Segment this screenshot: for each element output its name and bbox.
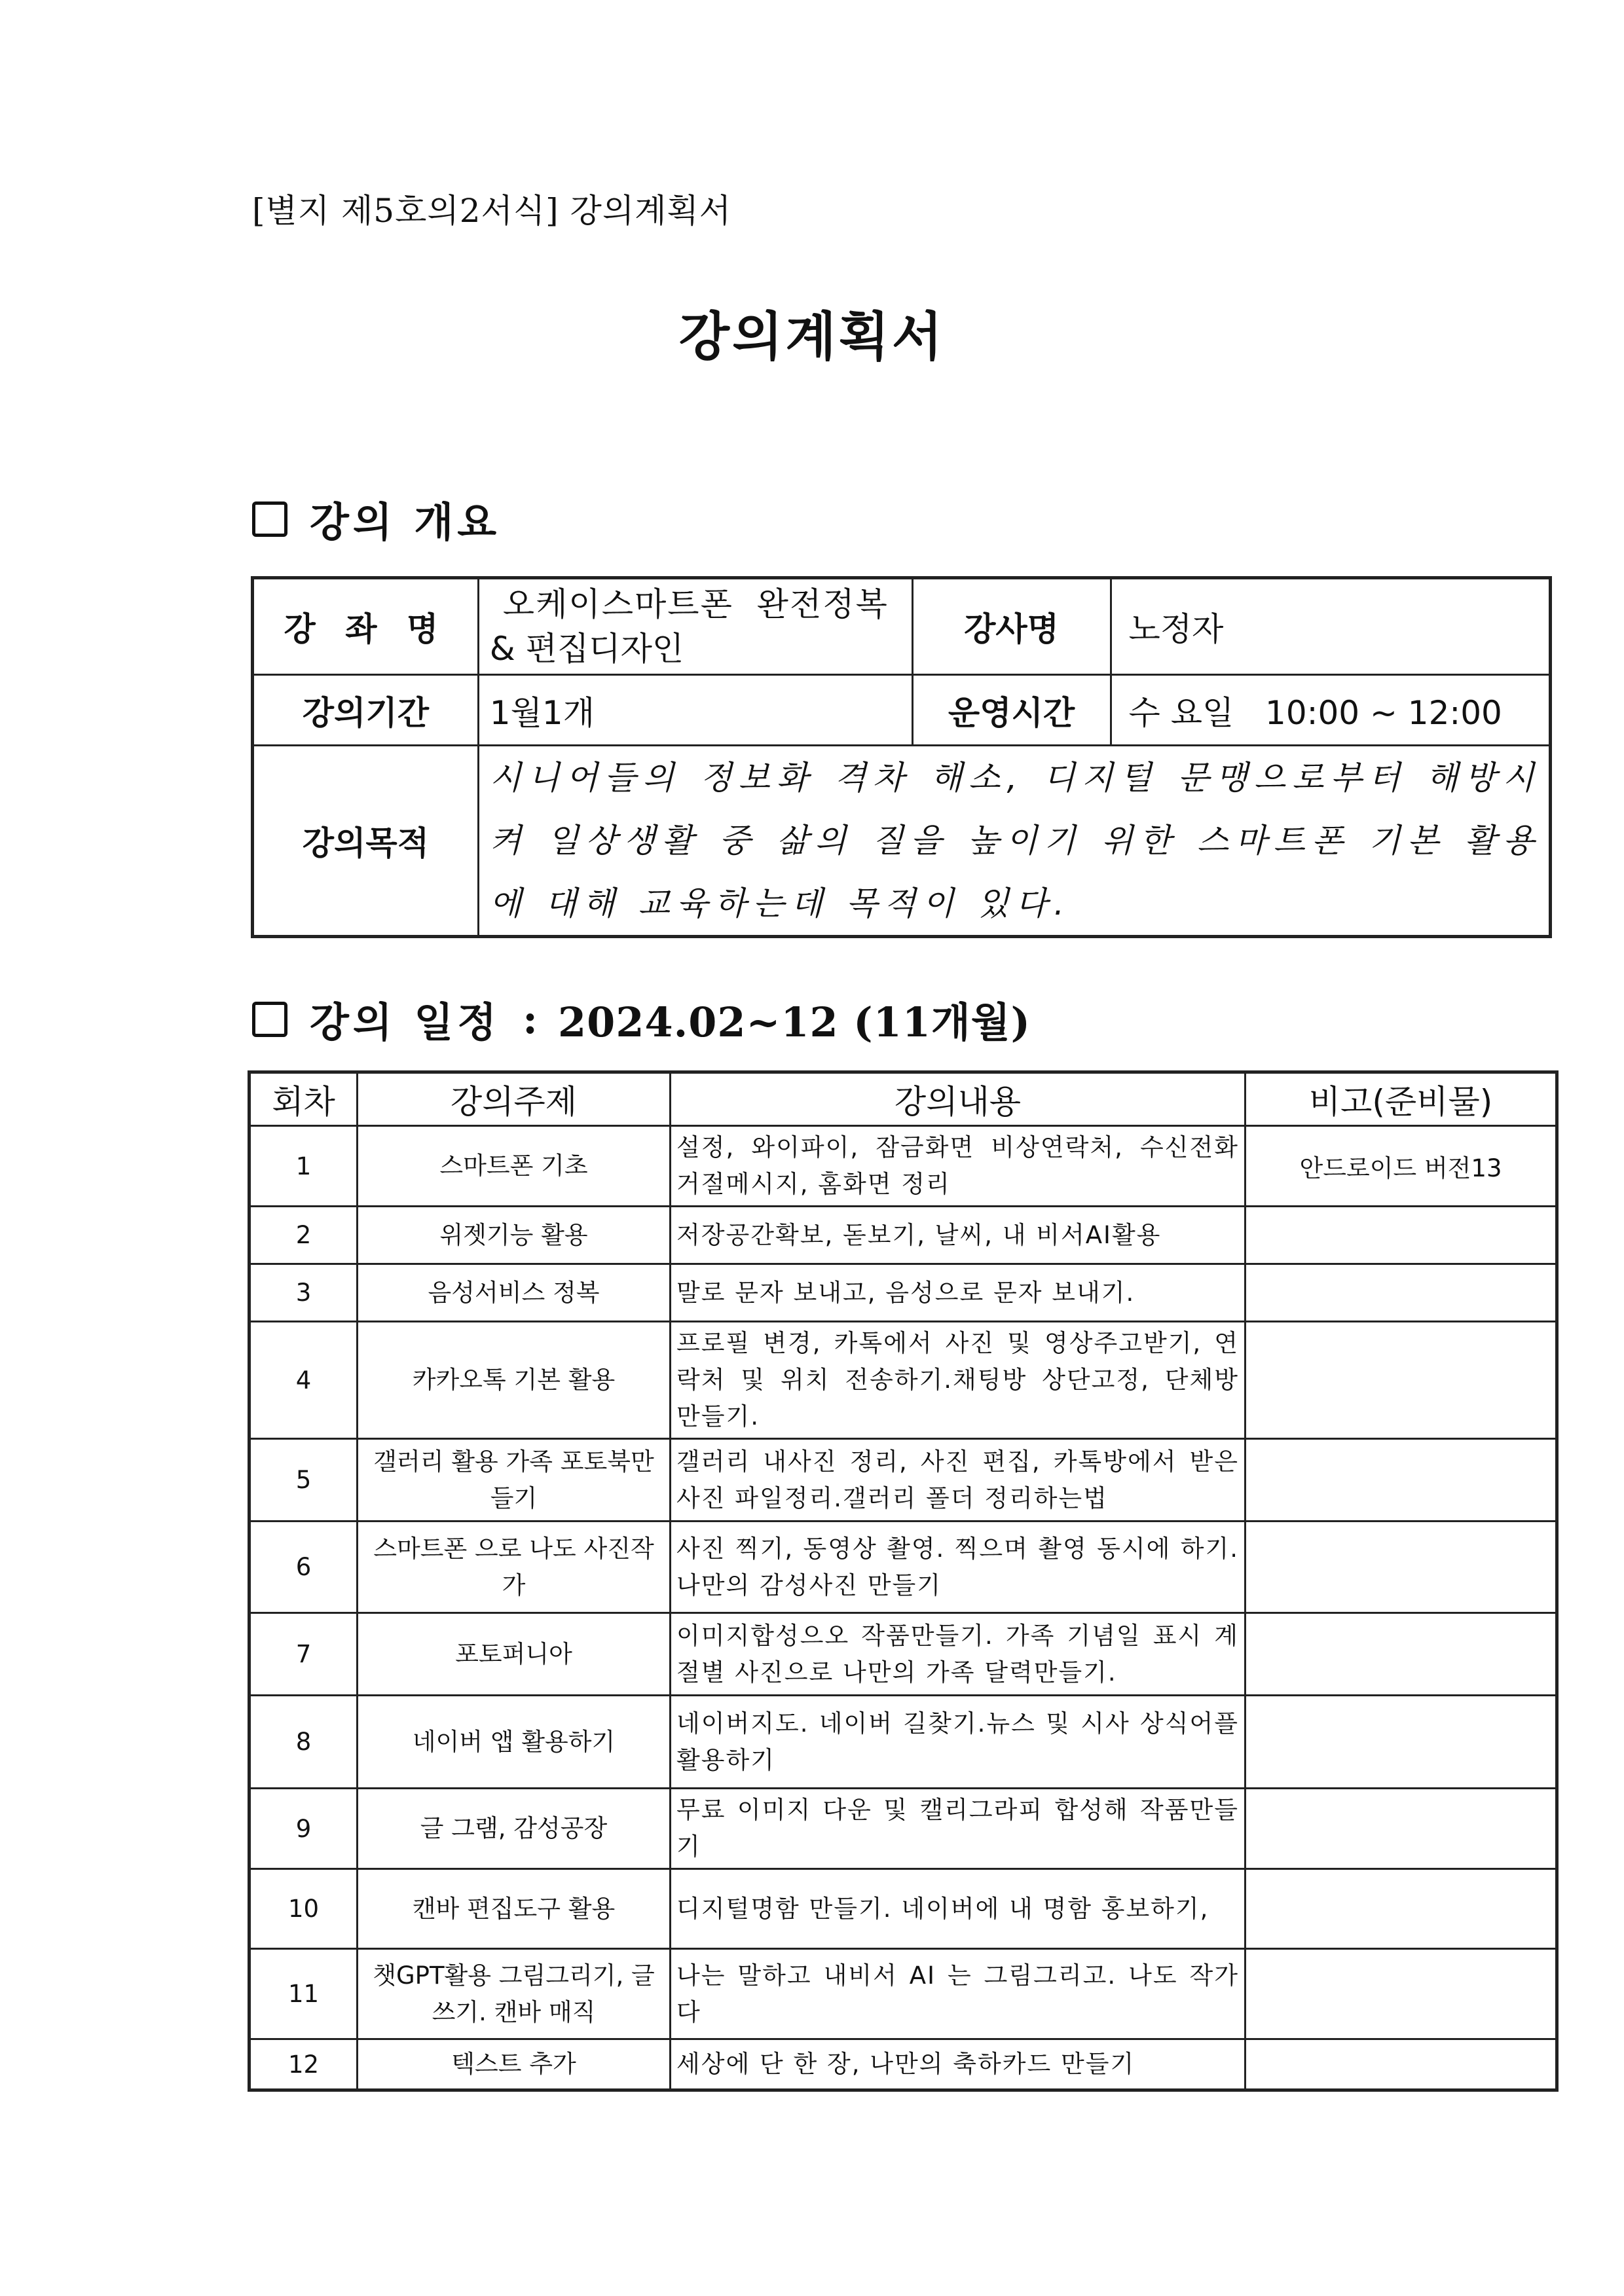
session-content: 저장공간확보, 돋보기, 날씨, 내 비서AI활용: [671, 1207, 1246, 1264]
form-reference: [별지 제5호의2서식] 강의계획서: [252, 192, 732, 230]
session-topic: 스마트폰 으로 나도 사진작가: [358, 1522, 671, 1613]
session-number: 10: [249, 1869, 358, 1949]
session-note: [1246, 1264, 1557, 1322]
session-content: 네이버지도. 네이버 길찾기.뉴스 및 시사 상식어플 활용하기: [671, 1696, 1246, 1789]
session-note: [1246, 1613, 1557, 1696]
table-row: [249, 1613, 1557, 1696]
session-number: 1: [249, 1126, 358, 1207]
session-content: 디지털명함 만들기. 네이버에 내 명함 홍보하기,: [671, 1869, 1246, 1949]
session-note: [1246, 1322, 1557, 1439]
session-topic: 캔바 편집도구 활용: [358, 1869, 671, 1949]
session-topic: 위젯기능 활용: [358, 1207, 671, 1264]
table-row: [249, 1949, 1557, 2039]
table-row: [249, 1522, 1557, 1613]
session-content: 무료 이미지 다운 및 캘리그라피 합성해 작품만들기: [671, 1789, 1246, 1869]
column-header: 강의주제: [358, 1072, 671, 1126]
table-row: [249, 1126, 1557, 1207]
session-note: [1246, 1207, 1557, 1264]
table-row: [249, 1869, 1557, 1949]
session-content: 세상에 단 한 장, 나만의 축하카드 만들기: [671, 2039, 1246, 2090]
session-number: 11: [249, 1949, 358, 2039]
session-note: [1246, 1522, 1557, 1613]
course-name-label: 강 좌 명: [253, 578, 479, 675]
schedule-body: [249, 1072, 1557, 2090]
session-content: 나는 말하고 내비서 AI 는 그림그리고. 나도 작가다: [671, 1949, 1246, 2039]
column-header: 비고(준비물): [1246, 1072, 1557, 1126]
hours-value: 수 요일 10:00 ~ 12:00: [1111, 675, 1550, 746]
course-name-value: [478, 578, 912, 675]
table-row: [249, 1207, 1557, 1264]
session-number: 2: [249, 1207, 358, 1264]
session-content: 말로 문자 보내고, 음성으로 문자 보내기.: [671, 1264, 1246, 1322]
session-topic: 텍스트 추가: [358, 2039, 671, 2090]
session-note: [1246, 2039, 1557, 2090]
session-number: 8: [249, 1696, 358, 1789]
purpose-text: 시니어들의 정보화 격차 해소, 디지털 문맹으로부터 해방시켜 일상생활 중 삶의 질을 높이기 위한 스마트폰 기본 활용에 대해 교육하는데 목적이 있다.: [489, 759, 1541, 922]
session-topic: 네이버 앱 활용하기: [358, 1696, 671, 1789]
session-note: 안드로이드 버전13: [1246, 1126, 1557, 1207]
column-header: 강의내용: [671, 1072, 1246, 1126]
session-number: 5: [249, 1439, 358, 1522]
purpose-value: [478, 746, 1550, 937]
schedule-heading: [252, 990, 1031, 1048]
session-number: 4: [249, 1322, 358, 1439]
checkbox-icon: [252, 1002, 287, 1037]
table-row: [249, 1696, 1557, 1789]
schedule-heading-text: 강의 일정: [310, 998, 501, 1046]
column-header: 회차: [249, 1072, 358, 1126]
hours-label: 운영시간: [912, 675, 1111, 746]
table-row: [249, 1264, 1557, 1322]
schedule-table: [248, 1070, 1559, 2092]
session-number: 7: [249, 1613, 358, 1696]
session-content: 이미지합성으오 작품만들기. 가족 기념일 표시 계절별 사진으로 나만의 가족 달력만들기.: [671, 1613, 1246, 1696]
session-note: [1246, 1696, 1557, 1789]
session-topic: 스마트폰 기초: [358, 1126, 671, 1207]
session-note: [1246, 1439, 1557, 1522]
session-number: 9: [249, 1789, 358, 1869]
session-content: 설정, 와이파이, 잠금화면 비상연락처, 수신전화 거절메시지, 홈화면 정리: [671, 1126, 1246, 1207]
session-note: [1246, 1949, 1557, 2039]
session-content: 프로필 변경, 카톡에서 사진 및 영상주고받기, 연락처 및 위치 전송하기.채팅방 상단고정, 단체방 만들기.: [671, 1322, 1246, 1439]
session-content: 갤러리 내사진 정리, 사진 편집, 카톡방에서 받은 사진 파일정리.갤러리 폴더 정리하는법: [671, 1439, 1246, 1522]
session-topic: 글 그램, 감성공장: [358, 1789, 671, 1869]
overview-table: [251, 576, 1552, 938]
table-row: [249, 2039, 1557, 2090]
checkbox-icon: [252, 501, 287, 537]
overview-heading: [252, 490, 500, 548]
session-number: 3: [249, 1264, 358, 1322]
session-topic: 음성서비스 정복: [358, 1264, 671, 1322]
session-topic: 카카오톡 기본 활용: [358, 1322, 671, 1439]
session-number: 6: [249, 1522, 358, 1613]
schedule-separator: :: [523, 995, 539, 1043]
session-topic: 포토퍼니아: [358, 1613, 671, 1696]
session-content: 사진 찍기, 동영상 촬영. 찍으며 촬영 동시에 하기. 나만의 감성사진 만들기: [671, 1522, 1246, 1613]
purpose-label: 강의목적: [253, 746, 479, 937]
session-note: [1246, 1869, 1557, 1949]
schedule-period: 2024.02~12 (11개월): [558, 998, 1031, 1046]
session-number: 12: [249, 2039, 358, 2090]
session-topic: 챗GPT활용 그림그리기, 글쓰기. 캔바 매직: [358, 1949, 671, 2039]
instructor-label: 강사명: [912, 578, 1111, 675]
schedule-header-row: [249, 1072, 1557, 1126]
table-row: [249, 1789, 1557, 1869]
document-title: 강의계획서: [678, 306, 946, 367]
course-name-line-2: & 편집디자인: [489, 630, 684, 668]
course-name-line-1: 오케이스마트폰 완전정복: [502, 585, 889, 623]
session-note: [1246, 1789, 1557, 1869]
table-row: [249, 1322, 1557, 1439]
overview-heading-text: 강의 개요: [310, 498, 501, 546]
period-value: 1월1개: [478, 675, 912, 746]
instructor-value: 노정자: [1111, 578, 1550, 675]
period-label: 강의기간: [253, 675, 479, 746]
session-topic: 갤러리 활용 가족 포토북만들기: [358, 1439, 671, 1522]
table-row: [249, 1439, 1557, 1522]
